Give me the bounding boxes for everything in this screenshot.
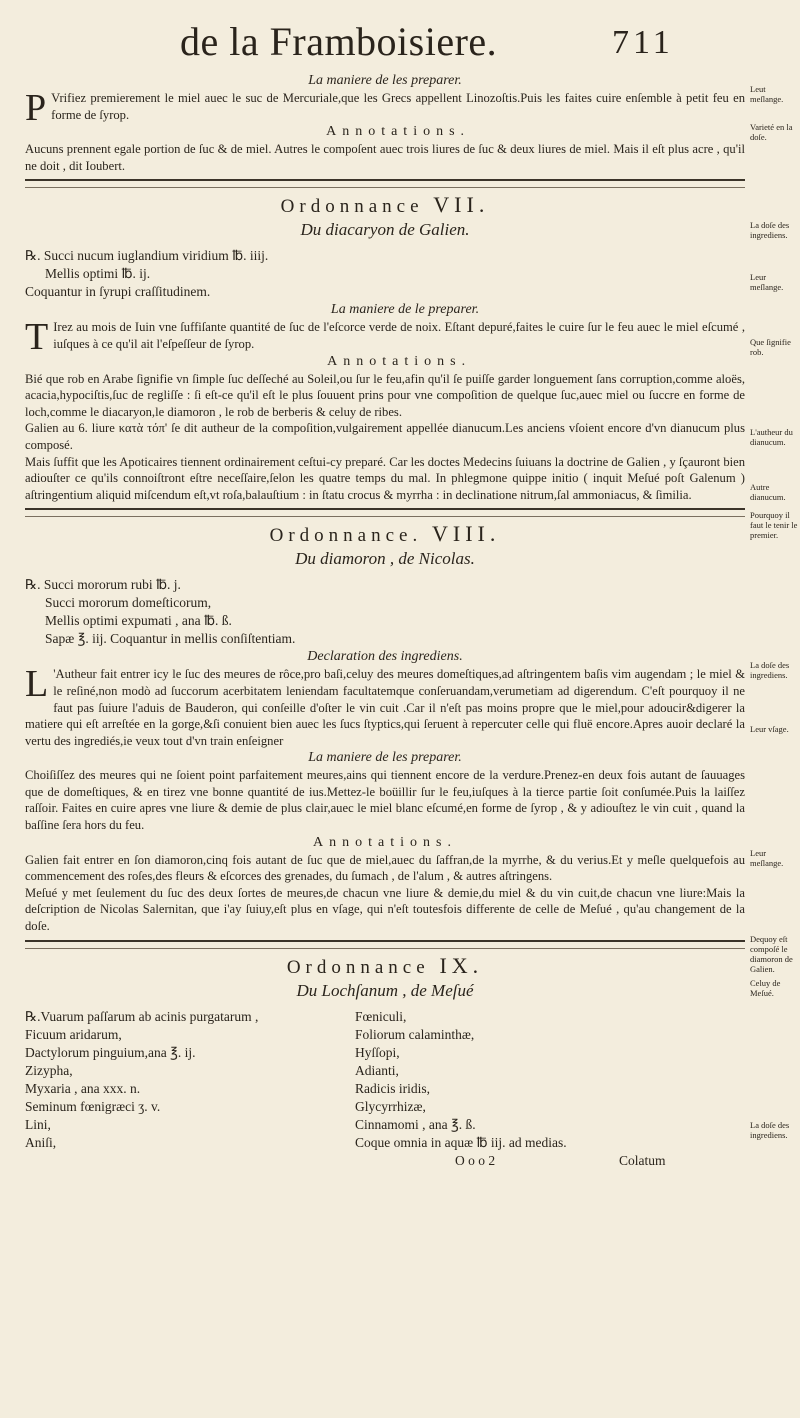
recipe-line: Adianti, [355,1062,399,1078]
annotations-heading: Annotations. [327,353,472,369]
margin-note: Dequoy eſt compoſé le diamoron de Galien. [750,934,793,974]
ordonnance-title: Du Lochſanum , de Meſué [296,980,474,1000]
drop-cap: P [25,87,47,129]
paragraph: Meſué y met ſeulement du ſuc des deux ſortes de meures,de chacun vne liure & demie,du miel & du vin cuit,de chacun vne liure:Mais la deſcription de Nicolas Salernitan, que i'ay ſuiuy,eſt plus en vſage, qui n'eſt toutesfois differente de celle de Meſué , qu'au changement de la doſe. [25,885,745,934]
paragraph-text: Vrifiez premierement le miel auec le suc de Mercuriale,que les Grecs appellent Linozoſtis.Puis les faites cuire enſemble à petit feu en forme de ſyrop. [51,91,745,122]
recipe [25,576,745,648]
margin-note: La doſe des ingrediens. [750,1120,790,1140]
recipe-line: Coquantur in ſyrupi craſſitudinem. [25,284,211,300]
section-divider [25,508,745,517]
annotations-heading: Annotations. [313,834,457,850]
margin-note: Celuy de Meſué. [750,978,781,998]
margin-note: Leut meſlange. [750,84,784,104]
drop-cap: T [25,316,49,359]
section-divider [25,179,745,188]
recipe-column-left [25,1008,315,1152]
ordonnance-title: Du diacaryon de Galien. [300,220,470,240]
recipe-line: ℞.Vuarum paſſarum ab acinis purgatarum , [25,1008,259,1024]
paragraph: Galien au 6. liure κατὰ τόπ' ſe dit autheur de la compoſition,vulgairement appellée dianucum.Les anciens vſoient encore d'vn dianucum plus composé. [25,421,745,452]
recipe-line: Lini, [25,1116,51,1132]
recipe-line: Mellis optimi expumati , ana ℔. ß. [45,613,232,629]
paragraph [25,316,745,359]
paragraph [25,663,745,749]
ordonnance-number: IX. [439,952,484,978]
paragraph: Mais ſuffit que les Apoticaires tiennent ordinairement ceſtui-cy preparé. Car les doctes Medecins ſuiuans la doctrine de Galien , y ſçauront bien adiouſter ce qu'ils connoiſtront eſtre neceſſaire,ſelon les quatre temps du mal. In phlegmone quippe initio ( inquit Meſué poſt Galenum ) aſtringentium aliquid miſcendum eſt,vt roſa,balauſtium : in ſtatu crocus & myrrha : in declinatione nitrum,ſal ammoniacus, & ſimilia. [25,454,745,502]
section-subtitle: La maniere de les preparer. [308,73,462,88]
main-text-column [25,72,745,1172]
recipe-line: Coque omnia in aquæ ℔ iij. ad medias. [355,1134,567,1150]
recipe-column-right [315,1008,645,1152]
recipe [25,247,745,301]
recipe-two-columns [25,1008,745,1152]
drop-cap: L [25,663,49,706]
ordonnance-number: VII. [433,192,490,218]
recipe-line: ℞. Succi mororum rubi ℔. j. [25,577,181,593]
paragraph: Choiſiſſez des meures qui ne ſoient point parfaitement meures,ains qui tiennent encore de la verdure.Prenez-en deux fois autant de ſauuages que de domeſtiques, & en tirez vne bonne quantité de ius.Mettez-le boüillir ſur le feu,iuſques à la tierce partie ſoit conſumée.Puis la laiſſez raſſoir. Faites en cuire apres vne liure & demie de plus clair,auec le miel blanc eſcumé,en forme de ſyrop , & y adiouſtez le vin cuit , quand la baſſine ſera hors du feu. [25,768,745,833]
section-subtitle: La maniere de le preparer. [330,302,480,318]
paragraph: Bié que rob en Arabe ſignifie vn ſimple ſuc deſſeché au Soleil,ou ſur le feu,afin qu'il ſe puiſſe garder longuement ſans corruption,comme aloës, acacia,hypociſtis,ſuc de regliſſe : ſi eſt-ce qu'il eſt le plus ſouuent prins pour vne compoſition de quelque ſuc,auec miel ou ſuccre en forme de loch,comme le diacaryon,le diamoron , le rob de berberis & celuy de ribes. [25,371,745,419]
recipe-line: Glycyrrhizæ, [355,1098,426,1114]
margin-note: Leur meſlange. [750,272,784,292]
paragraph-text: 'Autheur fait entrer icy le ſuc des meures de rôce,pro baſi,celuy des meures domeſtiques,ad aſtringentem baſis vim augendam ; le miel & le reſiné,non modò ad ſuccorum acerbitatem leniendam facultatemque conſeruandam,verumetiam ad digerendum. C'eſt pourquoy il ne faut pas ſuiure l'aduis de Bauderon, qui conſeille d'oſter le vin cuit .Car il n'eſt pas moins propre que le miel,pour adoucir&digerer la matiere qui eſt arreſtée en la gorge,&ſi conuient bien auec les ſucs ſtyptics,qui ſeruent à repercuter celle qui fluë encore.Apres auoir declaré la vertu des ingrediés,ie veux tout d'vn train enſeigner [25,667,745,748]
running-header [0,18,800,68]
margin-note: La doſe des ingrediens. [750,660,790,680]
margin-note: Pourquoy il faut le tenir le premier. [750,510,798,540]
margin-note: L'autheur du dianucum. [750,427,793,447]
recipe-line: Sapæ ℥. iij. Coquantur in mellis conſiſtentiam. [45,631,296,647]
recipe-line: Ficuum aridarum, [25,1026,122,1042]
ordonnance-label: Ordonnance. [269,525,423,547]
recipe-line: Hyſſopi, [355,1044,400,1060]
recipe-line: Dactylorum pinguium,ana ℥. ij. [25,1044,196,1060]
running-title: de la Framboisiere. [180,19,498,64]
recipe-line: Radicis iridis, [355,1080,430,1096]
ordonnance-label: Ordonnance [280,196,424,218]
paragraph-text: Irez au mois de Iuin vne ſuffiſante quantité de ſuc de l'eſcorce verde de noix. Eſtant depuré,faites le cuire ſur le feu auec le miel eſcumé , iuſques à ce qu'il ait l'eſpeſſeur de ſyrop. [53,320,745,351]
recipe-line: Cinnamomi , ana ℥. ß. [355,1116,476,1132]
recipe-line: Foliorum calaminthæ, [355,1026,475,1042]
page-footer [25,1152,745,1172]
ordonnance-heading [25,193,745,219]
recipe-line: Aniſi, [25,1134,57,1150]
page-number: 711 [612,24,674,61]
recipe-line: Mellis optimi ℔. ij. [45,266,151,282]
margin-note: Leur vſage. [750,724,789,734]
ordonnance-number: VIII. [431,521,501,547]
section-subtitle: Declaration des ingrediens. [307,649,463,665]
ordonnance-heading [25,522,745,548]
catchword: Colatum [619,1152,666,1168]
ordonnance-label: Ordonnance [286,956,430,978]
margin-note: Leur meſlange. [750,848,784,868]
ordonnance-title: Du diamoron , de Nicolas. [295,549,475,569]
margin-note: Varieté en la doſe. [750,122,793,142]
margin-note: Autre dianucum. [750,482,786,502]
paragraph: Aucuns prennent egale portion de ſuc & de miel. Autres le compoſent auec trois liures de ſuc & deux liures de miel. Mais il eſt plus acre , qu'il ne doit , dit Ioubert. [25,142,745,173]
recipe-line: ℞. Succi nucum iuglandium viridium ℔. iiij. [25,248,269,264]
recipe-line: Myxaria , ana xxx. n. [25,1080,141,1096]
paragraph: Galien fait entrer en ſon diamoron,cinq fois autant de ſuc que de miel,auec du ſaffran,de la myrrhe, & du verius.Et y meſle quelquefois au commencement des roſes,des fleurs & eſcorces des grenades, du ſumach , de l'alum , & autres aſtringens. [25,852,745,884]
signature-mark: O o o 2 [455,1152,496,1168]
paragraph [25,87,745,129]
section-subtitle: La maniere de les preparer. [308,750,462,766]
ordonnance-heading [25,954,745,980]
margin-note: La doſe des ingrediens. [750,220,790,240]
recipe-line: Fœniculi, [355,1008,407,1024]
section-divider [25,940,745,949]
recipe-line: Zizypha, [25,1062,73,1078]
margin-note: Que ſignifie rob. [750,337,791,357]
annotations-heading: Annotations. [326,124,471,140]
recipe-line: Succi mororum domeſticorum, [45,595,212,611]
recipe-line: Seminum fœnigræci ʒ. v. [25,1098,161,1114]
